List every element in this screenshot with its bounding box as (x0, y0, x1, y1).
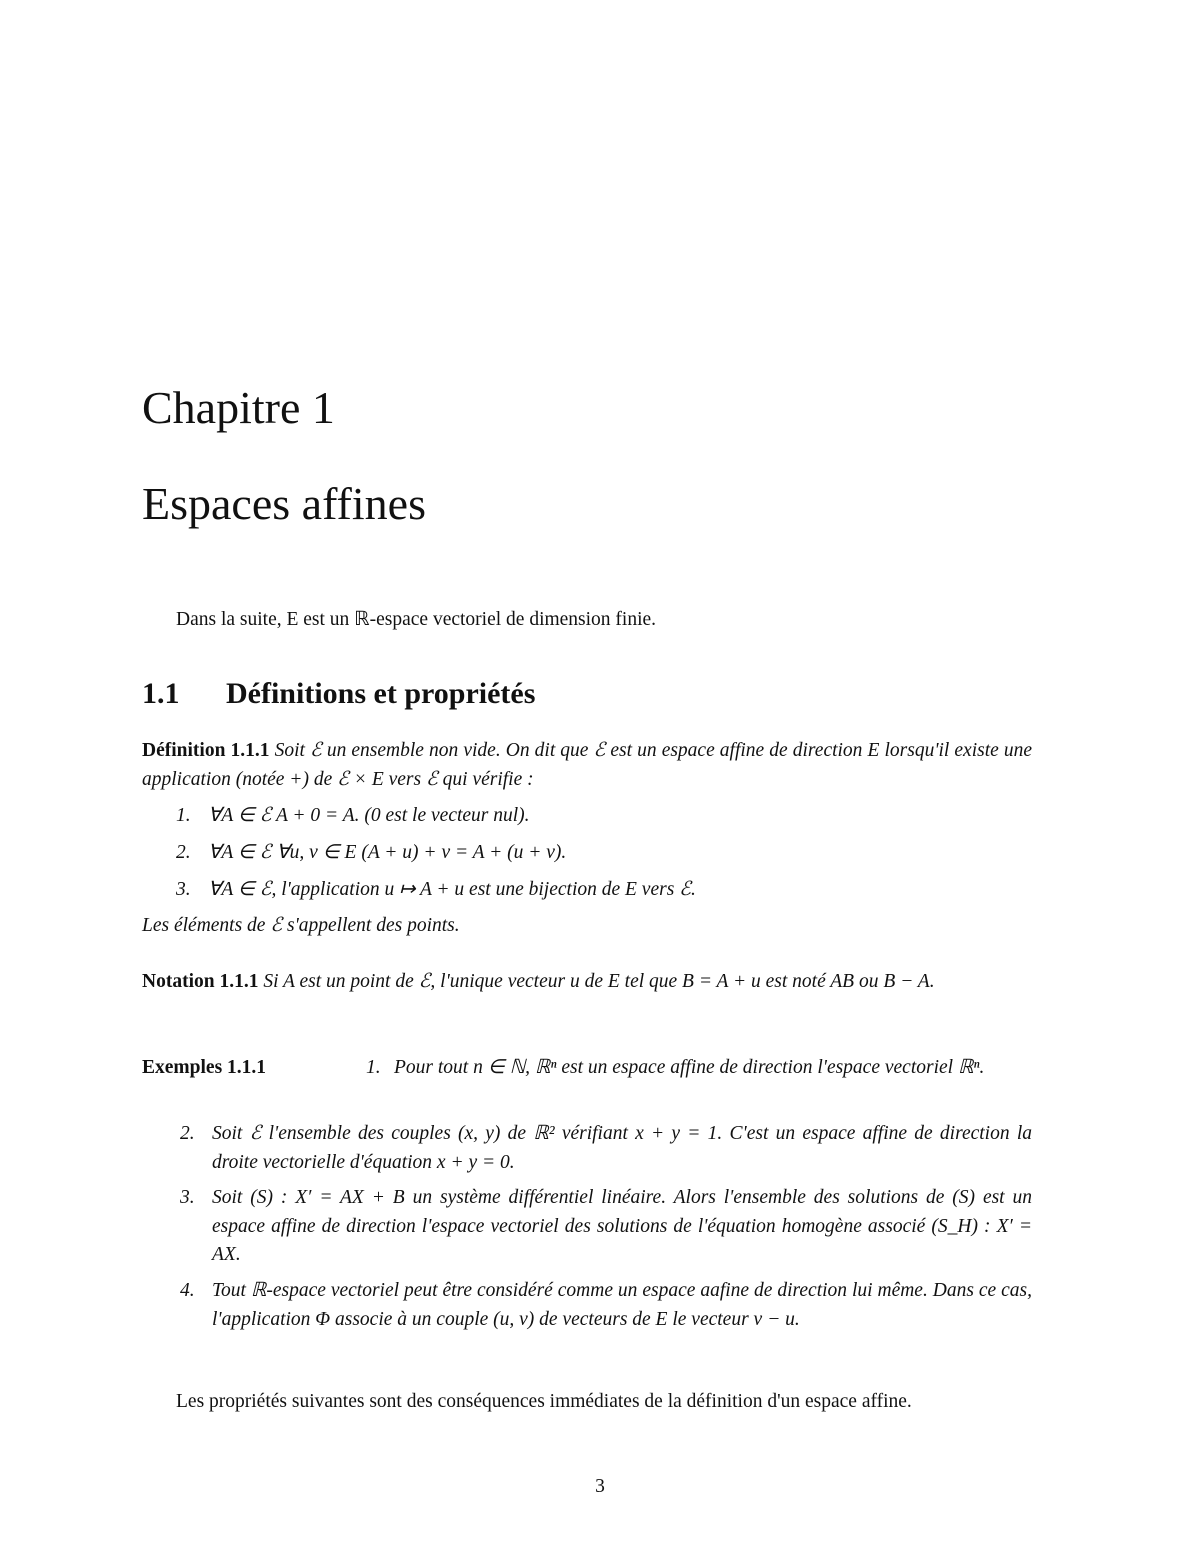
notation-block (142, 968, 1032, 997)
examples-label: Exemples 1.1.1 (142, 1057, 267, 1078)
page-number: 3 (595, 1476, 605, 1497)
definition-after: Les éléments de ℰ s'appellent des points. (142, 915, 460, 936)
closing-paragraph: Les propriétés suivantes sont des conséquences immédiates de la définition d'un espace affine. (176, 1391, 912, 1412)
notation-label: Notation 1.1.1 (142, 971, 259, 992)
definition-item-1: 1. ∀A ∈ ℰ A + 0 = A. (0 est le vecteur nul). (176, 805, 530, 826)
section-title: Définitions et propriétés (226, 677, 536, 710)
chapter-label: Chapitre 1 (142, 382, 335, 433)
example-item-3: 3. Soit (S) : X′ = AX + B un système différentiel linéaire. Alors l'ensemble des solutions de (S) est un espace affine de direction l'espace vectoriel des solutions de l'équation homogène associé (S_H) : X′ = AX. (180, 1187, 1032, 1265)
section-heading (142, 672, 535, 716)
example-item-1-text: Pour tout n ∈ ℕ, ℝⁿ est un espace affine de direction l'espace vectoriel ℝⁿ. (394, 1057, 985, 1078)
definition-text: Soit ℰ un ensemble non vide. On dit que ℰ est un espace affine de direction E lorsqu'il existe une application (notée +) de ℰ × E vers ℰ qui vérifie : (142, 740, 1032, 790)
example-item-1: 1. (366, 1057, 381, 1078)
section-number: 1.1 (142, 677, 180, 710)
example-item-2: 2. Soit ℰ l'ensemble des couples (x, y) de ℝ² vérifiant x + y = 1. C'est un espace affine de direction la droite vectorielle d'équation x + y = 0. (180, 1123, 1032, 1173)
definition-item-3: 3. ∀A ∈ ℰ, l'application u ↦ A + u est une bijection de E vers ℰ. (176, 879, 696, 900)
chapter-title: Espaces affines (142, 478, 426, 529)
example-item-4: 4. Tout ℝ-espace vectoriel peut être considéré comme un espace aafine de direction lui même. Dans ce cas, l'application Φ associe à un couple (u, v) de vecteurs de E le vecteur v − u. (180, 1280, 1032, 1330)
definition-label: Définition 1.1.1 (142, 740, 270, 761)
notation-text: Si A est un point de ℰ, l'unique vecteur u de E tel que B = A + u est noté AB ou B − A. (263, 971, 935, 992)
definition-block (142, 737, 1032, 794)
definition-item-2: 2. ∀A ∈ ℰ ∀u, v ∈ E (A + u) + v = A + (u + v). (176, 842, 567, 863)
intro-paragraph: Dans la suite, E est un ℝ-espace vectoriel de dimension finie. (176, 609, 657, 630)
